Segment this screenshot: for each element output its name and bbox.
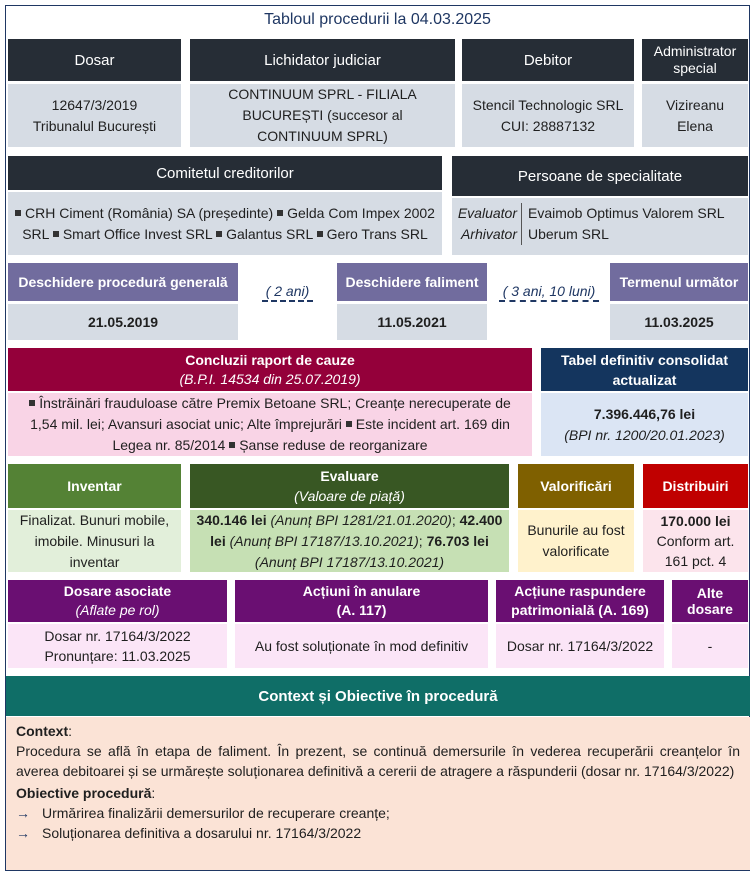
inventar-header: Inventar [8, 464, 181, 508]
bullet-square-icon [317, 231, 323, 237]
bullet-square-icon [15, 210, 21, 216]
tabel-value: 7.396.446,76 lei [593, 405, 696, 422]
actiuni-anulare-subtitle: (A. 117) [336, 602, 387, 618]
comitet-members [12, 203, 438, 245]
arrow-right-icon: → [16, 805, 30, 821]
evaluare-header [190, 464, 509, 508]
evaluare-value: 42.400 lei [210, 511, 503, 549]
dosare-asociate-header [8, 580, 227, 622]
tabel-header: Tabel definitiv consolidat actualizat [541, 348, 748, 391]
dosare-asociate-line1: Dosar nr. 17164/3/2022 [44, 628, 191, 644]
dosar-number: 12647/3/2019 [51, 96, 138, 113]
deschidere-faliment-header: Deschidere faliment [337, 263, 487, 301]
actiuni-anulare-body: Au fost soluționate în mod definitiv [235, 624, 488, 668]
actiune-raspundere-body: Dosar nr. 17164/3/2022 [496, 624, 664, 668]
dosare-asociate-body [8, 624, 227, 668]
context-text: Procedura se află în etapa de faliment. În prezent, se continuă demersurile în vederea recuperării creanțelor în averea debitoarei și se urmărește soluționarea definitivă a cererii de atragere a răspunderii (dosar nr. 17164/3/2022) [16, 743, 740, 779]
page-title: Tabloul procedurii la 04.03.2025 [264, 11, 491, 28]
comitet-member: Galantus SRL [226, 225, 313, 242]
comitet-header: Comitetul creditorilor [8, 156, 442, 190]
administrator-body [642, 84, 748, 147]
distribuiri-text: Conform art. 161 pct. 4 [656, 533, 735, 569]
concluzii-item: Înstrăinări frauduloase către Premix Betoane SRL; Creanțe nerecuperate de 1,54 mil. lei; Avansuri asociat unic; Alte împrejurări [30, 395, 511, 432]
valorificari-header: Valorificări [518, 464, 634, 508]
tabel-body [541, 393, 748, 456]
specialisti-header: Persoane de specialitate [452, 156, 748, 196]
inventar-body: Finalizat. Bunuri mobile, imobile. Minusuri la inventar [8, 510, 181, 572]
debitor-body [462, 84, 634, 147]
context-label-line: Context: [16, 723, 73, 739]
distribuiri-header: Distribuiri [643, 464, 748, 508]
bullet-square-icon [29, 400, 35, 406]
administrator-header: Administrator special [642, 39, 748, 81]
obiective-label: Obiective procedură [16, 785, 152, 801]
termen-header: Termenul următor [610, 263, 748, 301]
concluzii-items [14, 393, 526, 456]
evaluare-ref: (Anunț BPI 17187/13.10.2021) [254, 553, 445, 570]
debitor-header: Debitor [462, 39, 634, 81]
obiectiv-text: Urmărirea finalizării demersurilor de recuperare creanțe; [42, 805, 390, 821]
evaluare-values: 340.146 lei (Anunț BPI 1281/21.01.2020); 42.400 lei (Anunț BPI 17187/13.10.2021); 76.703 lei (Anunț BPI 17187/13.10.2021) [196, 511, 503, 570]
dosare-asociate-subtitle: (Aflate pe rol) [75, 602, 160, 618]
administrator-line2: Elena [677, 117, 713, 134]
specialist-name: Evaimob Optimus Valorem SRL [528, 205, 725, 221]
bullet-square-icon [216, 231, 222, 237]
dosar-header: Dosar [8, 39, 181, 81]
durata-2 [493, 280, 605, 304]
distribuiri-value: 170.000 lei [660, 513, 731, 529]
context-label: Context [16, 723, 69, 739]
evaluare-ref: (Anunț BPI 1281/21.01.2020) [270, 511, 452, 528]
context-header: Context și Obiective în procedură [6, 676, 750, 716]
actiuni-anulare-title: Acțiuni în anulare [302, 583, 421, 599]
comitet-member: Smart Office Invest SRL [62, 225, 213, 242]
lichidator-body: CONTINUUM SPRL - FILIALA BUCUREȘTI (succesor al CONTINUUM SPRL) [190, 84, 455, 147]
concluzii-title: Concluzii raport de cauze [185, 351, 355, 368]
durata-1 [246, 280, 329, 304]
termen-date: 11.03.2025 [610, 304, 748, 340]
comitet-body [8, 192, 442, 255]
tabel-ref: (BPI nr. 1200/20.01.2023) [564, 426, 725, 443]
evaluare-title: Evaluare [320, 468, 379, 484]
dosar-court: Tribunalul București [32, 117, 157, 134]
specialisti-body [452, 198, 748, 255]
specialist-row [452, 203, 748, 224]
evaluare-body [190, 510, 509, 572]
evaluare-value: 76.703 lei [426, 532, 489, 549]
dosare-asociate-title: Dosare asociate [63, 583, 172, 599]
concluzii-body [8, 393, 532, 456]
dosar-body [8, 84, 181, 147]
comitet-member: CRH Ciment (România) SA (președinte) [25, 204, 274, 221]
debitor-cui: CUI: 28887132 [500, 117, 596, 134]
debitor-name: Stencil Technologic SRL [472, 96, 624, 113]
evaluare-subtitle: (Valoare de piață) [294, 488, 405, 504]
context-body [6, 717, 750, 870]
durata-1-label: ( 2 ani) [262, 282, 314, 302]
lichidator-header: Lichidator judiciar [190, 39, 455, 81]
obiectiv-item [16, 803, 740, 823]
concluzii-subtitle: (B.P.I. 14534 din 25.07.2019) [179, 370, 361, 387]
bullet-square-icon [53, 231, 59, 237]
obiective-label-line: Obiective procedură: [16, 785, 156, 801]
distribuiri-body [643, 510, 748, 572]
deschidere-generala-header: Deschidere procedură generală [8, 263, 238, 301]
specialist-name: Uberum SRL [528, 226, 609, 242]
arrow-right-icon: → [16, 825, 30, 841]
specialist-role: Arhivator [452, 224, 522, 245]
evaluare-value: 340.146 lei [196, 511, 267, 528]
alte-dosare-body: - [672, 624, 748, 668]
comitet-member: Gero Trans SRL [326, 225, 428, 242]
concluzii-item: Este incident art. 169 din Legea nr. 85/2014 [112, 416, 510, 453]
specialist-role: Evaluator [452, 203, 522, 224]
administrator-line1: Vizireanu [665, 96, 725, 113]
bullet-square-icon [229, 442, 235, 448]
deschidere-generala-date: 21.05.2019 [8, 304, 238, 340]
durata-2-label: ( 3 ani, 10 luni) [499, 282, 600, 302]
concluzii-header [8, 348, 532, 391]
valorificari-body: Bunurile au fost valorificate [518, 510, 634, 572]
bullet-square-icon [346, 421, 352, 427]
concluzii-item: Șanse reduse de reorganizare [239, 437, 428, 453]
deschidere-faliment-date: 11.05.2021 [337, 304, 487, 340]
bullet-square-icon [277, 210, 283, 216]
comitet-member: Gelda Com Impex 2002 SRL [22, 204, 435, 242]
obiectiv-text: Soluționarea definitiva a dosarului nr. 17164/3/2022 [42, 825, 362, 841]
actiuni-anulare-header [235, 580, 488, 622]
evaluare-ref: (Anunț BPI 17187/13.10.2021) [229, 532, 419, 549]
specialist-row [452, 224, 748, 245]
obiectiv-item [16, 823, 740, 843]
dosare-asociate-line2: Pronunțare: 11.03.2025 [44, 648, 191, 664]
alte-dosare-header: Alte dosare [672, 580, 748, 622]
actiune-raspundere-header: Acțiune raspundere patrimonială (A. 169) [496, 580, 664, 622]
